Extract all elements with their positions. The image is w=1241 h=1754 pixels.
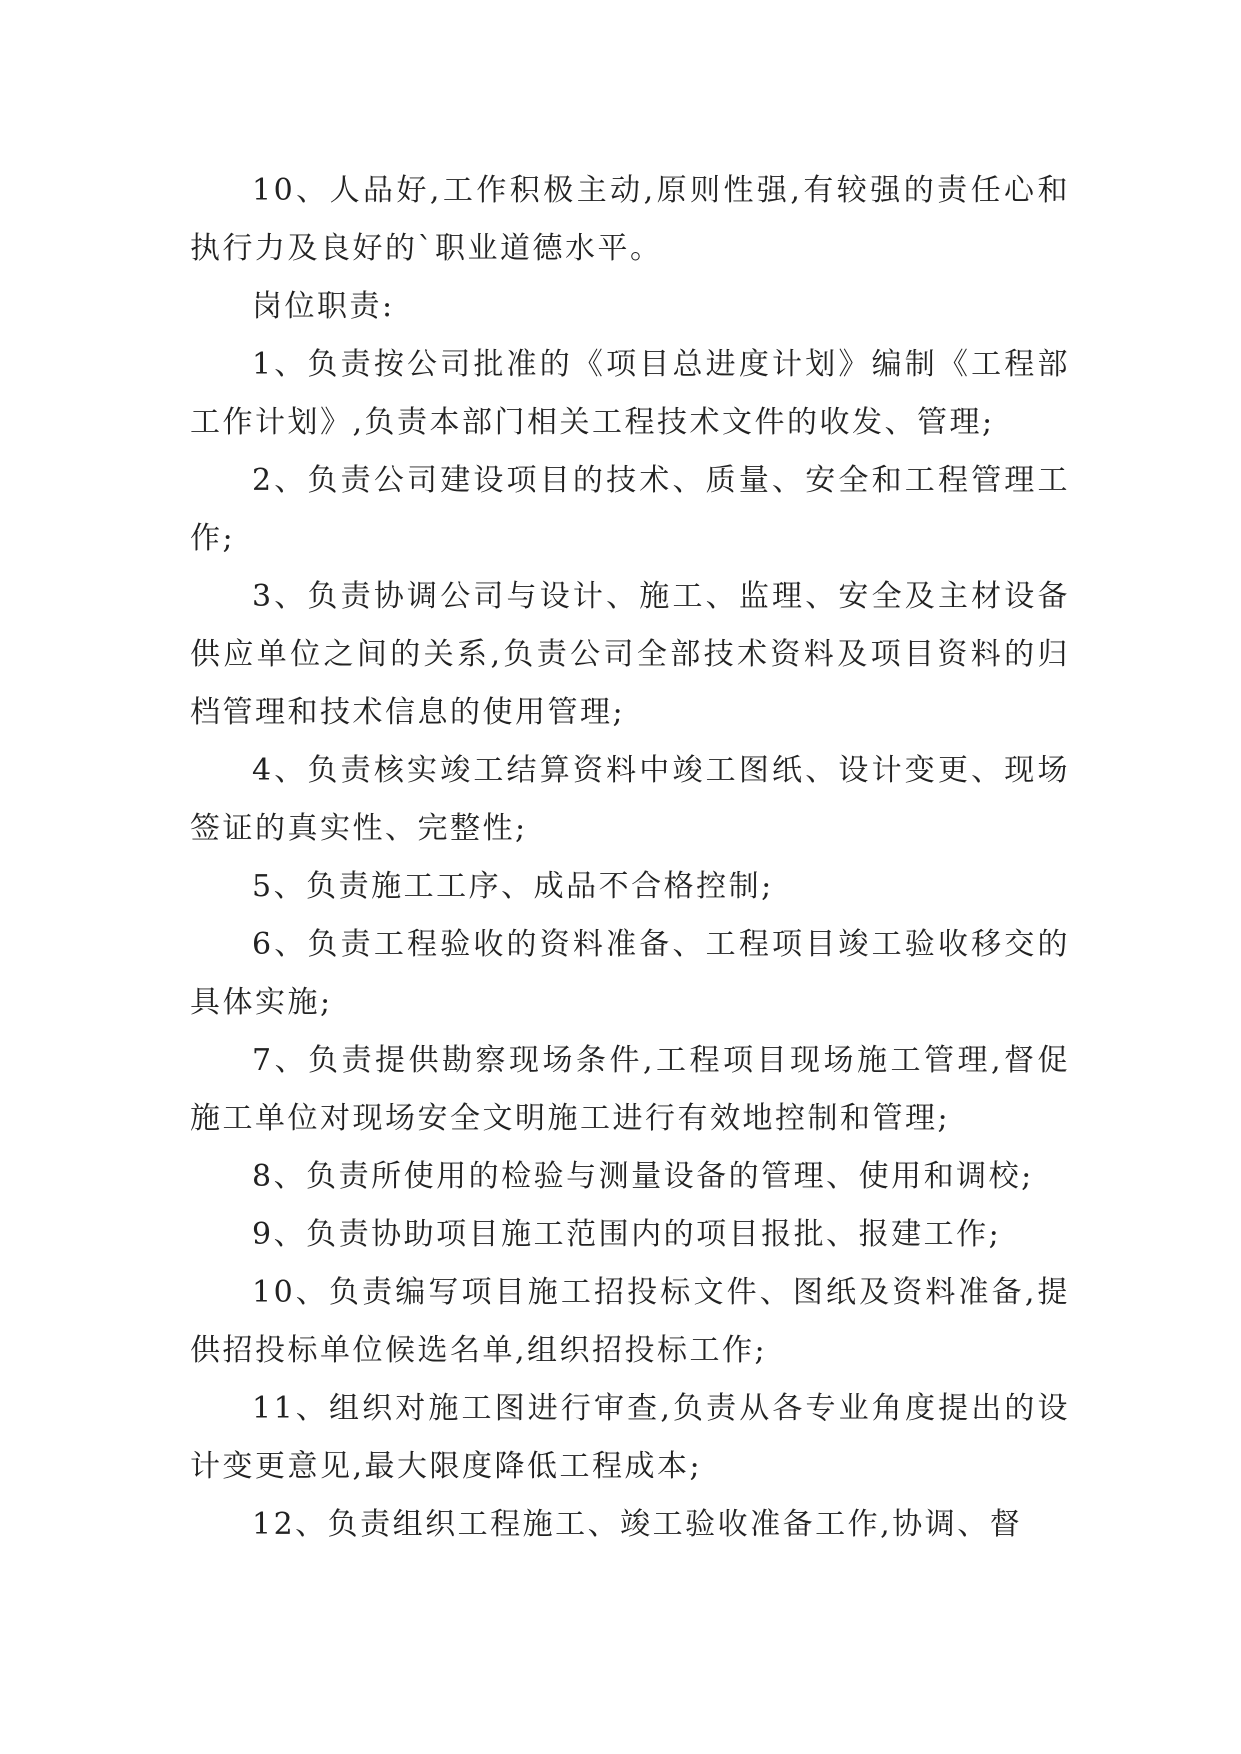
duty-item-12: 12、负责组织工程施工、竣工验收准备工作,协调、督 [252,1507,1023,1542]
duty-item-2: 2、负责公司建设项目的技术、质量、安全和工程管理工作; [190,463,1070,556]
duty-item-6: 6、负责工程验收的资料准备、工程项目竣工验收移交的具体实施; [190,927,1070,1020]
duty-item-9: 9、负责协助项目施工范围内的项目报批、报建工作; [252,1217,1002,1252]
duty-item-5: 5、负责施工工序、成品不合格控制; [252,869,774,904]
duty-item-8: 8、负责所使用的检验与测量设备的管理、使用和调校; [252,1159,1034,1194]
paragraph-quality-requirement: 10、人品好,工作积极主动,原则性强,有较强的责任心和执行力及良好的`职业道德水平。 [190,173,1070,266]
duty-item-1: 1、负责按公司批准的《项目总进度计划》编制《工程部工作计划》,负责本部门相关工程技术文件的收发、管理; [190,347,1070,440]
document-body [190,162,1070,1554]
duty-item-11: 11、组织对施工图进行审查,负责从各专业角度提出的设计变更意见,最大限度降低工程成本; [190,1391,1070,1484]
duty-item-3: 3、负责协调公司与设计、施工、监理、安全及主材设备供应单位之间的关系,负责公司全部技术资料及项目资料的归档管理和技术信息的使用管理; [190,579,1070,730]
duty-item-10: 10、负责编写项目施工招投标文件、图纸及资料准备,提供招投标单位候选名单,组织招投标工作; [190,1275,1070,1368]
section-heading-job-duties: 岗位职责: [252,289,395,324]
duty-item-4: 4、负责核实竣工结算资料中竣工图纸、设计变更、现场签证的真实性、完整性; [190,753,1070,846]
duty-item-7: 7、负责提供勘察现场条件,工程项目现场施工管理,督促施工单位对现场安全文明施工进行有效地控制和管理; [190,1043,1070,1136]
